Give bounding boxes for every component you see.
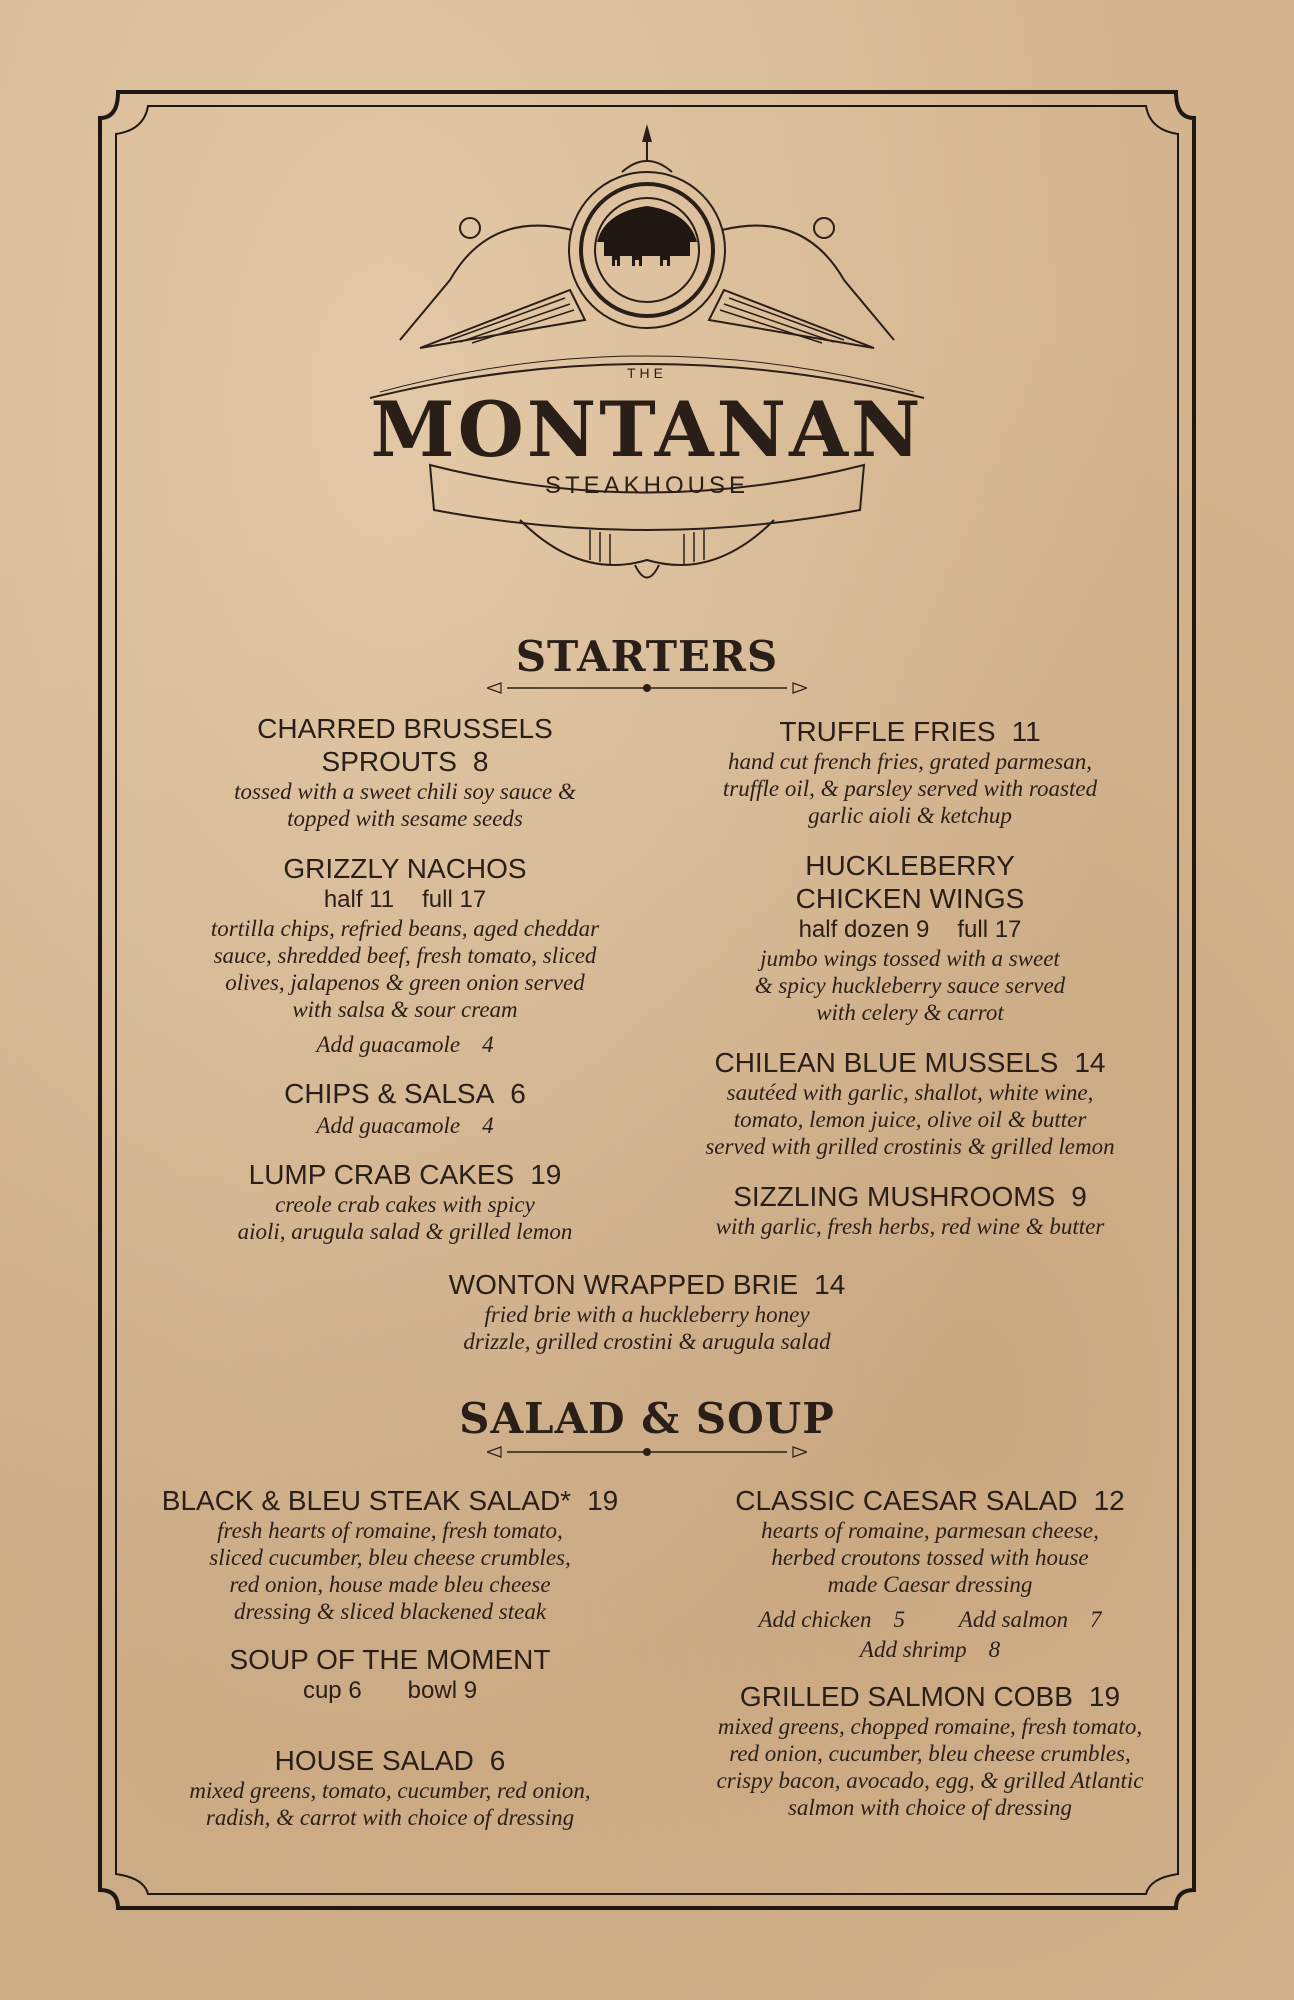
menu-item-grizzly-nachos (195, 852, 615, 1059)
menu-item-salmon-cobb (690, 1680, 1170, 1821)
item-description: hearts of romaine, parmesan cheese, (761, 1518, 1099, 1543)
item-name: SPROUTS (321, 746, 457, 777)
item-description: drizzle, grilled crostini & arugula salad (463, 1329, 831, 1354)
item-description: tortilla chips, refried beans, aged cheddar (210, 916, 600, 941)
item-price-bowl: bowl 9 (407, 1677, 478, 1704)
item-description: radish, & carrot with choice of dressing (205, 1805, 575, 1830)
item-price: 19 (530, 1159, 562, 1190)
item-price: 14 (814, 1269, 846, 1300)
item-price-half: half 11 (323, 886, 395, 913)
item-price-cup: cup 6 (302, 1677, 362, 1704)
item-name: LUMP CRAB CAKES (248, 1159, 515, 1190)
item-name: CHARRED BRUSSELS (257, 713, 553, 744)
item-description: fried brie with a huckleberry honey (484, 1302, 810, 1327)
item-description: sautéed with garlic, shallot, white wine, (726, 1080, 1094, 1105)
item-description: tossed with a sweet chili soy sauce & (234, 779, 576, 804)
item-price: 12 (1093, 1485, 1125, 1516)
item-price-full: full 17 (957, 916, 1022, 943)
menu-item-huckleberry-wings (680, 849, 1140, 1026)
item-description: sauce, shredded beef, fresh tomato, sliced (213, 943, 597, 968)
item-name: CHICKEN WINGS (795, 883, 1025, 914)
item-description: with celery & carrot (816, 1000, 1004, 1025)
logo-the: THE (627, 365, 667, 381)
section-title-starters: STARTERS (515, 632, 779, 681)
item-name: WONTON WRAPPED BRIE (448, 1269, 799, 1300)
item-description: garlic aioli & ketchup (808, 803, 1012, 828)
item-addons: Add chicken 5 Add salmon 7 (758, 1607, 1102, 1632)
item-description: & spicy huckleberry sauce served (754, 973, 1066, 998)
logo-subtitle: STEAKHOUSE (544, 472, 750, 499)
item-price: 9 (1071, 1181, 1087, 1212)
item-price: 6 (489, 1745, 506, 1776)
item-description: made Caesar dressing (827, 1572, 1033, 1597)
menu-item-charred-brussels (195, 712, 615, 832)
item-description: jumbo wings tossed with a sweet (760, 946, 1060, 971)
menu-item-house-salad (150, 1744, 630, 1831)
item-name: GRIZZLY NACHOS (283, 853, 527, 884)
logo (360, 120, 934, 590)
item-description: with salsa & sour cream (292, 997, 518, 1022)
item-addon: Add guacamole 4 (316, 1113, 494, 1138)
item-price: 19 (587, 1485, 619, 1516)
item-description: hand cut french fries, grated parmesan, (728, 749, 1092, 774)
item-price-half: half dozen 9 (798, 916, 930, 943)
item-description: sliced cucumber, bleu cheese crumbles, (209, 1545, 571, 1570)
salad-left-column (150, 1484, 630, 1831)
starters-left-column (195, 712, 615, 1245)
item-description: mixed greens, tomato, cucumber, red onion, (189, 1778, 591, 1803)
section-divider (487, 1444, 807, 1460)
item-addon: Add shrimp 8 (859, 1637, 1001, 1662)
item-description: with garlic, fresh herbs, red wine & butter (715, 1214, 1105, 1239)
item-description: tomato, lemon juice, olive oil & butter (733, 1107, 1087, 1132)
item-description: served with grilled crostinis & grilled lemon (705, 1134, 1115, 1159)
item-description: aioli, arugula salad & grilled lemon (237, 1219, 573, 1244)
item-description: dressing & sliced blackened steak (233, 1599, 547, 1624)
salad-right-column (690, 1484, 1170, 1821)
item-description: red onion, house made bleu cheese (229, 1572, 551, 1597)
item-description: salmon with choice of dressing (787, 1795, 1073, 1820)
item-description: truffle oil, & parsley served with roasted (722, 776, 1098, 801)
menu-item-soup (150, 1643, 630, 1706)
section-title-salad-soup: SALAD & SOUP (459, 1394, 835, 1443)
item-name: BLACK & BLEU STEAK SALAD* (161, 1485, 572, 1516)
item-description: topped with sesame seeds (287, 806, 523, 831)
menu-item-sizzling-mushrooms (680, 1180, 1140, 1240)
section-divider (487, 680, 807, 696)
item-description: olives, jalapenos & green onion served (225, 970, 585, 995)
item-description: herbed croutons tossed with house (771, 1545, 1089, 1570)
item-description: crispy bacon, avocado, egg, & grilled Atlantic (716, 1768, 1144, 1793)
item-name: HOUSE SALAD (274, 1745, 474, 1776)
logo-emblem (360, 120, 934, 590)
item-name: GRILLED SALMON COBB (739, 1681, 1073, 1712)
item-addon: Add guacamole 4 (316, 1032, 494, 1057)
starters-right-column (680, 715, 1140, 1240)
item-description: red onion, cucumber, bleu cheese crumbles, (729, 1741, 1131, 1766)
item-price: 8 (472, 746, 489, 777)
logo-name: MONTANAN (370, 385, 924, 474)
item-name: HUCKLEBERRY (805, 850, 1015, 881)
item-name: SOUP OF THE MOMENT (229, 1644, 551, 1675)
item-name: CHIPS & SALSA (284, 1078, 495, 1109)
menu-item-chilean-mussels (680, 1046, 1140, 1160)
menu-item-caesar-salad (690, 1484, 1170, 1664)
menu-item-lump-crab-cakes (195, 1158, 615, 1245)
item-name: SIZZLING MUSHROOMS (733, 1181, 1056, 1212)
item-name: TRUFFLE FRIES (779, 716, 996, 747)
menu-item-steak-salad (150, 1484, 630, 1625)
item-description: mixed greens, chopped romaine, fresh tomato, (717, 1714, 1143, 1739)
item-price: 19 (1088, 1681, 1121, 1712)
item-price: 11 (1011, 716, 1041, 747)
item-price: 14 (1074, 1047, 1106, 1078)
menu-item-chips-salsa (195, 1077, 615, 1140)
item-name: CLASSIC CAESAR SALAD (735, 1485, 1078, 1516)
item-price-full: full 17 (422, 886, 487, 913)
menu-item-wonton-brie (397, 1268, 897, 1355)
item-price: 6 (510, 1078, 526, 1109)
item-name: CHILEAN BLUE MUSSELS (714, 1047, 1059, 1078)
menu-item-truffle-fries (680, 715, 1140, 829)
item-description: creole crab cakes with spicy (275, 1192, 535, 1217)
item-description: fresh hearts of romaine, fresh tomato, (217, 1518, 563, 1543)
